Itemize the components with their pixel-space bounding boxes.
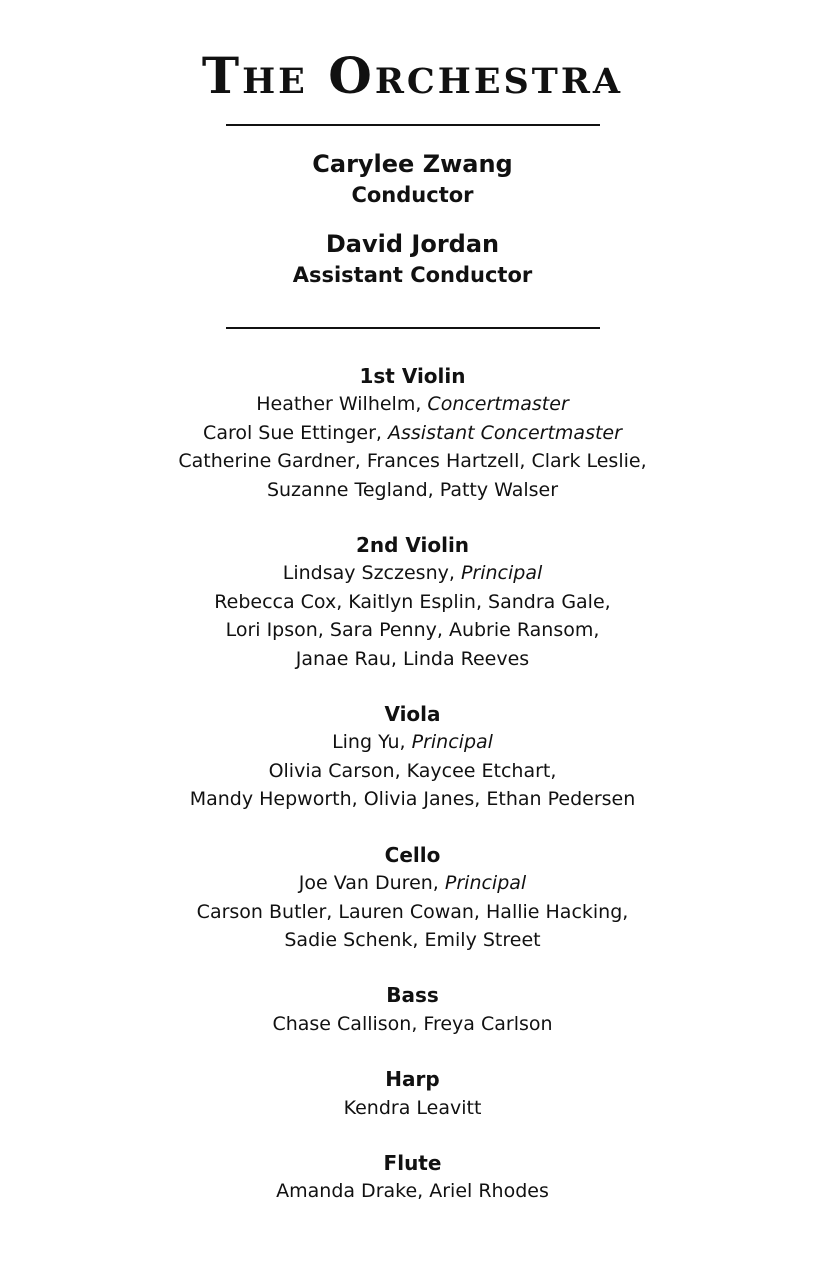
roster-line: Mandy Hepworth, Olivia Janes, Ethan Pedersen	[189, 788, 636, 811]
roster-line: Carson Butler, Lauren Cowan, Hallie Hacking,	[196, 900, 629, 923]
roster-line: Suzanne Tegland, Patty Walser	[266, 478, 559, 501]
roster-line	[0, 390, 825, 418]
roster-line	[0, 419, 825, 447]
assistant-conductor-role: Assistant Conductor	[292, 263, 533, 287]
roster-line: Lori Ipson, Sara Penny, Aubrie Ransom,	[225, 619, 600, 642]
member-name: Lindsay Szczesny,	[282, 562, 455, 585]
section-2nd-violin	[0, 531, 825, 673]
roster-sections	[0, 362, 825, 1233]
leader-entry	[0, 227, 825, 289]
member-role: Assistant Concertmaster	[388, 421, 622, 444]
member-role: Concertmaster	[427, 393, 569, 416]
section-viola	[0, 700, 825, 814]
roster-line: Rebecca Cox, Kaitlyn Esplin, Sandra Gale,	[214, 590, 611, 613]
section-heading: Viola	[384, 702, 441, 727]
section-harp	[0, 1065, 825, 1122]
section-heading: 1st Violin	[359, 364, 466, 388]
member-role: Principal	[411, 731, 493, 754]
assistant-conductor-name: David Jordan	[325, 230, 500, 258]
section-flute	[0, 1149, 825, 1206]
member-name: Joe Van Duren,	[298, 872, 439, 895]
roster-line: Kendra Leavitt	[343, 1096, 482, 1119]
page-title: The Orchestra	[201, 46, 624, 105]
roster-line	[0, 559, 825, 587]
roster-line: Olivia Carson, Kaycee Etchart,	[268, 759, 557, 782]
roster-line	[0, 728, 825, 756]
roster-line: Chase Callison, Freya Carlson	[272, 1012, 553, 1035]
roster-line: Catherine Gardner, Frances Hartzell, Clark Leslie,	[178, 450, 647, 473]
roster-line	[0, 869, 825, 897]
member-role: Principal	[444, 872, 527, 895]
member-name: Heather Wilhelm,	[256, 393, 422, 416]
roster-line: Janae Rau, Linda Reeves	[295, 647, 530, 670]
roster-line: Amanda Drake, Ariel Rhodes	[276, 1180, 549, 1203]
section-cello	[0, 841, 825, 955]
roster-line: Sadie Schenk, Emily Street	[284, 928, 541, 951]
bottom-divider	[226, 327, 600, 329]
member-name: Carol Sue Ettinger,	[203, 421, 382, 444]
leadership-block	[0, 147, 825, 289]
member-role: Principal	[460, 562, 543, 585]
section-heading: Bass	[386, 983, 439, 1008]
conductor-role: Conductor	[351, 183, 474, 207]
member-name: Ling Yu,	[332, 731, 406, 754]
conductor-name: Carylee Zwang	[312, 150, 513, 178]
section-heading: Harp	[385, 1067, 440, 1092]
section-heading: Flute	[383, 1150, 442, 1175]
top-divider	[226, 124, 600, 126]
section-heading: 2nd Violin	[355, 533, 470, 558]
section-bass	[0, 981, 825, 1038]
section-heading: Cello	[384, 842, 441, 867]
section-1st-violin	[0, 362, 825, 504]
leader-entry	[0, 147, 825, 209]
